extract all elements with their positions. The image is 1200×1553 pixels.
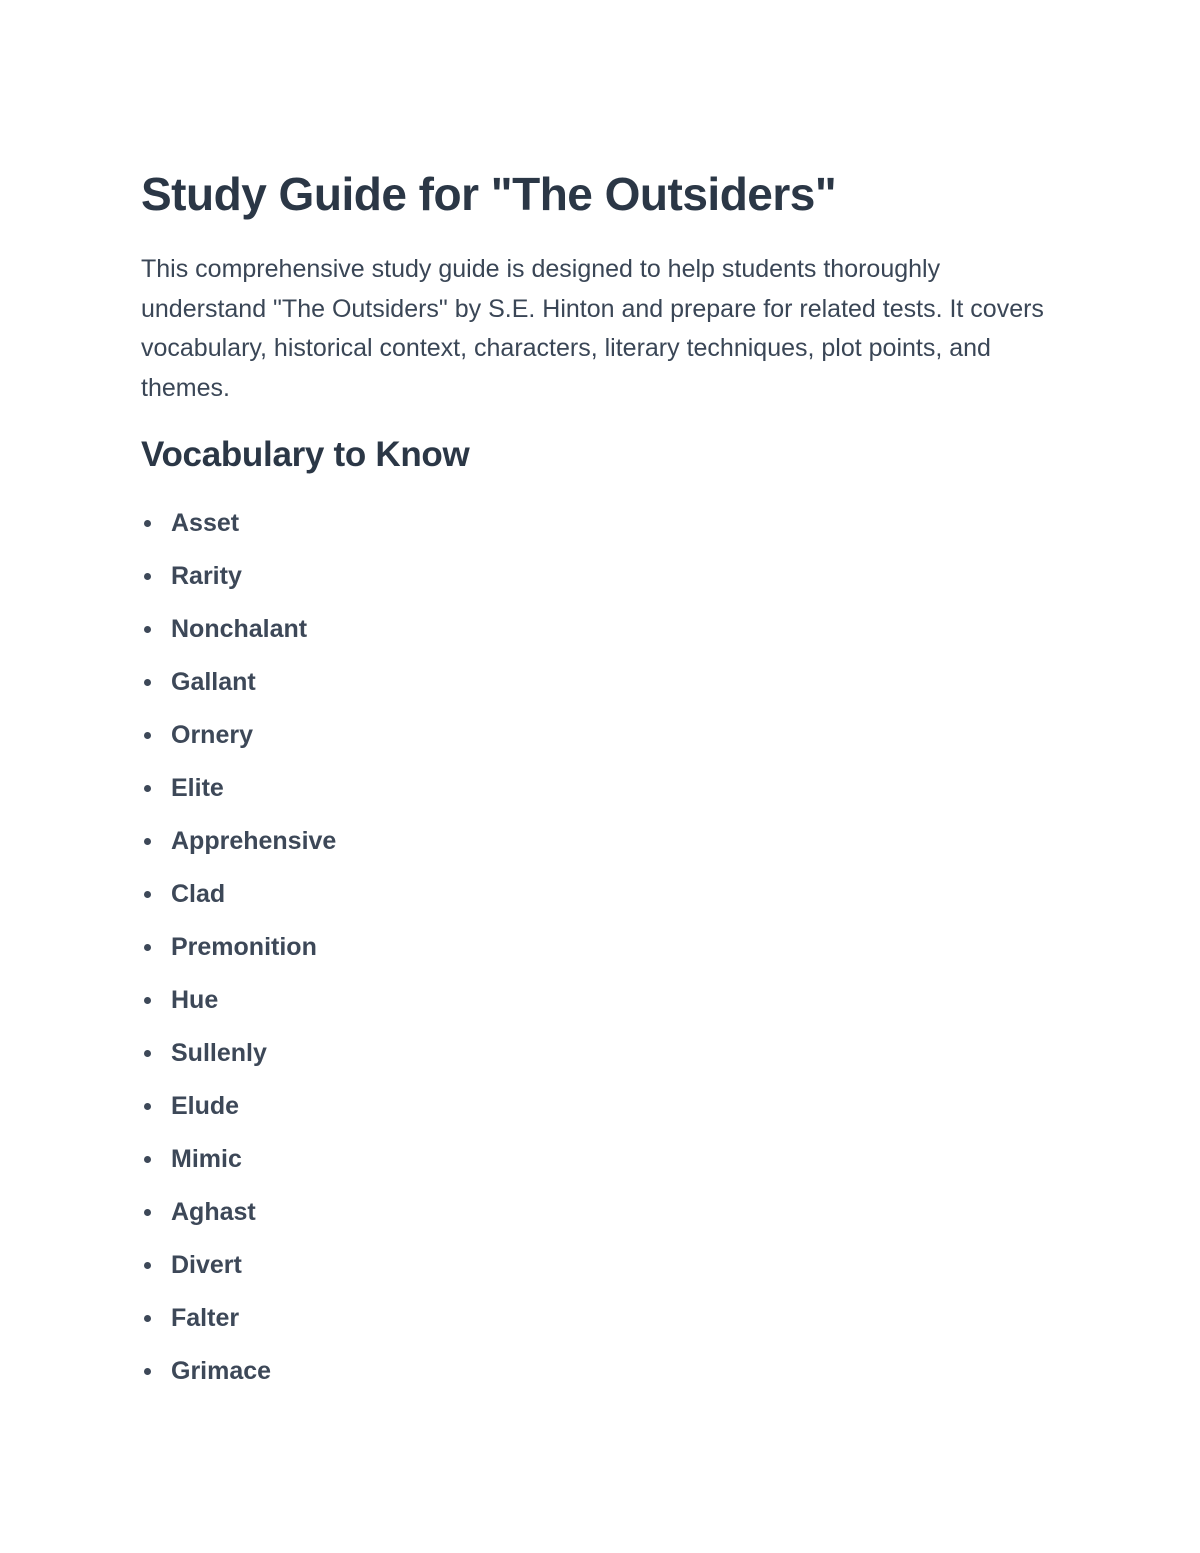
intro-paragraph: This comprehensive study guide is designed to help students thoroughly understand "The Outsiders" by S.E. Hinton and prepare for related tests. It covers vocabulary, historical context, characters, literary techniques, plot points, and themes. — [141, 255, 1044, 402]
bullet-icon — [144, 891, 151, 898]
list-item — [141, 762, 336, 815]
bullet-icon — [144, 997, 151, 1004]
list-item — [141, 709, 336, 762]
vocab-word: Rarity — [171, 562, 242, 590]
vocab-word: Hue — [171, 986, 219, 1014]
vocabulary-list — [141, 497, 336, 1398]
list-item — [141, 656, 336, 709]
vocab-word: Divert — [171, 1251, 242, 1279]
vocab-word: Gallant — [171, 668, 256, 696]
list-item — [141, 815, 336, 868]
vocab-word: Sullenly — [171, 1039, 267, 1067]
list-item — [141, 868, 336, 921]
bullet-icon — [144, 838, 151, 845]
list-item — [141, 1080, 336, 1133]
bullet-icon — [144, 1103, 151, 1110]
vocab-word: Asset — [171, 509, 240, 537]
list-item — [141, 921, 336, 974]
vocab-word: Grimace — [171, 1357, 272, 1385]
bullet-icon — [144, 520, 151, 527]
bullet-icon — [144, 1262, 151, 1269]
list-item — [141, 497, 336, 550]
vocab-word: Falter — [171, 1304, 240, 1332]
bullet-icon — [144, 626, 151, 633]
vocab-word: Clad — [171, 880, 226, 908]
vocab-word: Ornery — [171, 721, 253, 749]
bullet-icon — [144, 944, 151, 951]
bullet-icon — [144, 1209, 151, 1216]
list-item — [141, 1345, 336, 1398]
bullet-icon — [144, 1315, 151, 1322]
bullet-icon — [144, 573, 151, 580]
vocab-word: Mimic — [171, 1145, 242, 1173]
bullet-icon — [144, 1156, 151, 1163]
list-item — [141, 1027, 336, 1080]
vocab-word: Elude — [171, 1092, 240, 1120]
list-item — [141, 603, 336, 656]
vocab-word: Nonchalant — [171, 615, 308, 643]
vocabulary-heading: Vocabulary to Know — [141, 435, 470, 474]
list-item — [141, 550, 336, 603]
vocab-word: Aghast — [171, 1198, 256, 1226]
bullet-icon — [144, 732, 151, 739]
vocab-word: Premonition — [171, 933, 317, 961]
list-item — [141, 1133, 336, 1186]
bullet-icon — [144, 785, 151, 792]
list-item — [141, 1239, 336, 1292]
list-item — [141, 1186, 336, 1239]
page-title: Study Guide for "The Outsiders" — [141, 168, 837, 220]
vocab-word: Apprehensive — [171, 827, 337, 855]
bullet-icon — [144, 1050, 151, 1057]
list-item — [141, 1292, 336, 1345]
bullet-icon — [144, 679, 151, 686]
bullet-icon — [144, 1368, 151, 1375]
list-item — [141, 974, 336, 1027]
vocab-word: Elite — [171, 774, 224, 802]
